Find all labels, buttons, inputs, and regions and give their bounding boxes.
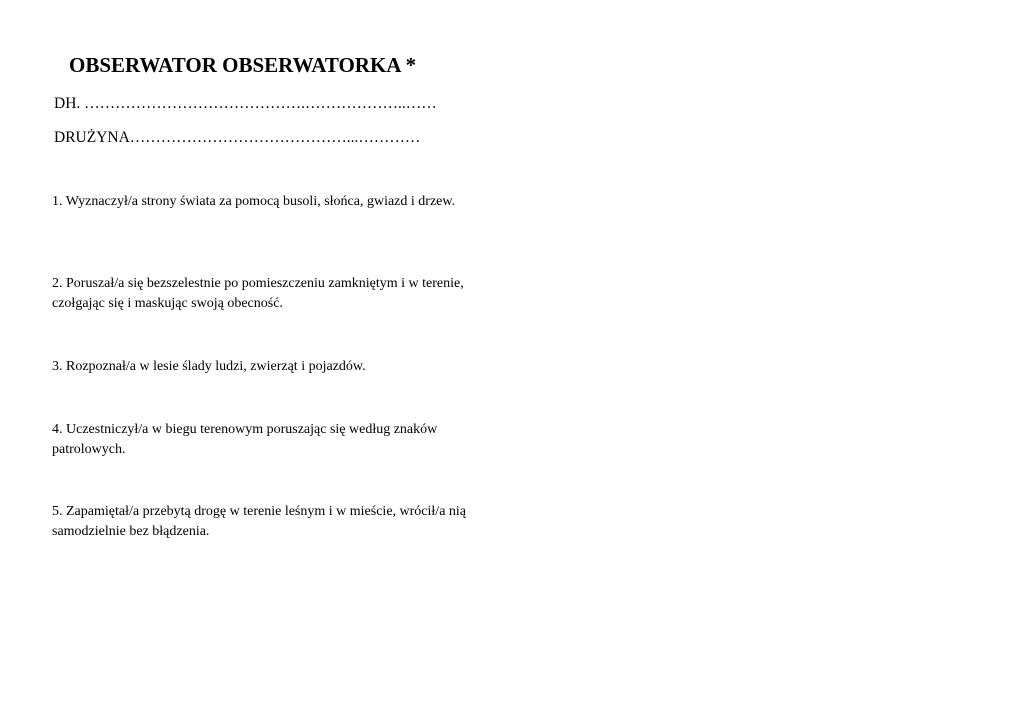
requirement-item-4: 4. Uczestniczył/a w biegu terenowym poruszając się według znaków patrolowych. [52,422,438,457]
requirement-item-1: 1. Wyznaczył/a strony świata za pomocą busoli, słońca, gwiazd i drzew. [52,194,456,209]
field-dh: DH. …………………………………….………………..…… [54,95,437,112]
requirement-item-5: 5. Zapamiętał/a przebytą drogę w terenie leśnym i w mieście, wrócił/a nią samodzielnie bez błądzenia. [52,504,467,539]
field-druzyna: DRUŻYNA……………………………………...………… [54,129,421,146]
requirement-item-3: 3. Rozpoznał/a w lesie ślady ludzi, zwierząt i pojazdów. [52,359,366,374]
requirement-item-2: 2. Poruszał/a się bezszelestnie po pomieszczeniu zamkniętym i w terenie, czołgając się i maskując swoją obecność. [52,276,464,311]
document-title: OBSERWATOR OBSERWATORKA * [69,53,417,77]
